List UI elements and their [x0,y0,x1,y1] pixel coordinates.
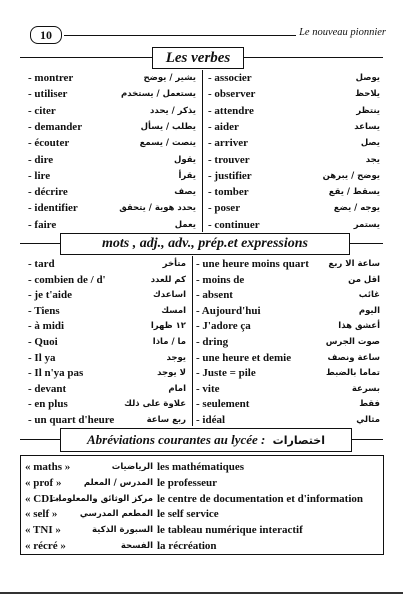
french-term: - aider [208,120,239,133]
arabic-translation: مركز الوثائق والمعلومات [49,493,153,504]
arabic-translation: يجد [365,154,380,165]
vocab-row [208,152,380,169]
vocab-row [208,86,380,103]
full-term: la récréation [157,540,217,552]
french-term: - un quart d'heure [28,414,115,426]
footer-rule [0,592,403,594]
french-term: - identifier [28,202,78,215]
arabic-translation: كم للعدد [150,274,186,285]
french-term: - moins de [196,273,245,286]
arabic-translation: يذكر / يحدد [150,105,196,116]
arabic-translation: تماما بالضبط [325,368,380,379]
abbreviation: « prof » [25,476,62,489]
vocab-row [196,303,380,320]
vocab-row [208,135,380,152]
arabic-translation: يستمر [353,219,380,230]
arabic-translation: متأخر [162,259,186,269]
vocab-row [28,256,186,273]
arabic-translation: الفسحة [120,541,153,551]
arabic-translation: يوجه / يضع [333,203,380,214]
vocab-row [28,135,196,152]
arabic-translation: امام [168,383,186,394]
french-term: - demander [28,120,83,133]
arabic-translation: فقط [359,399,380,410]
arabic-translation: ينصت / يسمع [139,138,196,149]
french-term: - arriver [208,137,248,150]
vocab-row [196,256,380,273]
french-term: - observer [208,88,256,101]
french-term: - une heure moins quart [196,258,309,270]
abbreviation: « maths » [25,461,71,473]
arabic-translation: اقل من [348,274,380,285]
french-term: - poser [208,202,241,215]
arabic-translation: ربع ساعة [146,415,186,425]
full-term: le professeur [157,476,217,489]
vocab-row [28,381,186,398]
arabic-translation: أعشق هذا [338,321,380,332]
arabic-translation: ساعة ونصف [327,352,380,363]
french-term: - à midi [28,320,65,333]
arabic-translation: لا يوجد [157,368,186,379]
vocab-row [28,350,186,367]
vocab-row [208,103,380,120]
vocab-row [28,272,186,289]
vocab-row [28,412,186,429]
book-title: Le nouveau pionnier [299,27,386,38]
arabic-translation: يعمل [174,219,196,230]
abbreviations-title [60,428,352,452]
french-term: - vite [196,382,220,395]
vocab-row [28,184,196,201]
french-term: - continuer [208,218,260,231]
abbreviation: « CDI » [25,492,62,505]
abbreviation-row [25,537,379,555]
vocab-row [28,86,196,103]
page-number: 10 [30,26,62,44]
vocab-row [208,168,380,185]
arabic-translation: اساعدك [153,290,186,301]
vocab-row [28,303,186,320]
abbreviation: « self » [25,508,58,521]
vocab-row [28,396,186,413]
french-term: - Aujourd'hui [196,304,261,317]
full-term: les mathématiques [157,461,245,473]
french-term: - associer [208,72,252,84]
arabic-translation: يلاحظ [355,89,380,100]
french-term: - seulement [196,398,250,411]
french-term: - idéal [196,414,226,426]
french-term: - utiliser [28,88,68,101]
vocab-row [196,412,380,429]
full-term: le centre de documentation et d'information [157,492,364,505]
expressions-title: mots , adj., adv., prép.et expressions [60,233,350,255]
french-term: - tard [28,258,55,270]
arabic-translation: يستعمل / يستخدم [121,89,196,100]
arabic-translation: يسقط / يقع [328,187,380,198]
french-term: - faire [28,218,57,231]
arabic-translation: الرياضيات [111,462,153,472]
arabic-translation: بسرعة [351,383,380,394]
abbreviations-box [20,455,384,555]
vocab-row [196,287,380,304]
arabic-translation: ساعة الا ربع [328,259,380,269]
arabic-translation: يصل [360,138,380,149]
french-term: - Tiens [28,304,60,317]
french-term: - trouver [208,153,250,166]
vocab-row [196,272,380,289]
abbreviations-title-fr: Abréviations courantes au lycée : [87,432,266,447]
vocab-row [28,365,186,382]
arabic-translation: يوضح / يبرهن [322,170,380,181]
arabic-translation: المطعم المدرسي [79,509,153,520]
vocab-row [28,168,196,185]
expressions-column-divider [192,256,193,426]
vocab-row [28,334,186,351]
french-term: - en plus [28,398,68,411]
french-term: - dire [28,153,54,166]
french-term: - je t'aide [28,289,72,302]
vocab-row [28,287,186,304]
vocab-row [28,119,196,136]
arabic-translation: ينتظر [356,105,380,116]
vocab-row [196,365,380,382]
french-term: - dring [196,336,229,348]
arabic-translation: ما / ماذا [152,337,186,347]
arabic-translation: يساعد [354,121,380,132]
arabic-translation: غائب [358,290,380,301]
vocab-row [196,334,380,351]
french-term: - décrire [28,186,68,199]
arabic-translation: مثالي [356,415,380,425]
vocab-row [28,103,196,120]
arabic-translation: يشير / يوضح [143,73,196,83]
french-term: - devant [28,382,67,395]
vocab-row [196,396,380,413]
vocab-row [28,70,196,87]
arabic-translation: المدرس / المعلم [83,477,153,488]
page-header [18,24,386,46]
abbreviation: « récré » [25,540,66,552]
french-term: - lire [28,169,51,182]
verbs-column-divider [202,70,203,232]
french-term: - combien de / d' [28,273,106,286]
vocab-row [208,200,380,217]
vocab-row [28,217,196,234]
french-term: - Juste = pile [196,367,256,380]
abbreviation: « TNI » [25,524,61,537]
vocab-row [208,119,380,136]
vocab-row [208,70,380,87]
vocab-row [28,152,196,169]
full-term: le self service [157,508,219,521]
arabic-translation: يقول [173,154,196,165]
french-term: - justifier [208,169,252,182]
vocab-row [196,318,380,335]
arabic-translation: ١٢ ظهرا [150,321,186,332]
verbs-title: Les verbes [152,47,244,69]
french-term: - Il n'ya pas [28,367,84,380]
abbreviations-title-ar: اختصارات [272,434,325,447]
arabic-translation: يقرأ [178,170,196,181]
arabic-translation: السبورة الذكية [91,525,153,536]
vocab-row [196,381,380,398]
arabic-translation: يوصل [355,73,380,83]
vocab-row [28,318,186,335]
french-term: - absent [196,289,233,302]
arabic-translation: اليوم [358,305,380,316]
arabic-translation: صوت الجرس [325,337,380,347]
full-term: le tableau numérique interactif [157,524,303,537]
arabic-translation: يصف [174,187,196,198]
french-term: - tomber [208,186,249,199]
french-term: - Il ya [28,351,56,364]
arabic-translation: يوجد [166,352,186,363]
french-term: - écouter [28,137,70,150]
french-term: - une heure et demie [196,351,292,364]
french-term: - attendre [208,104,254,117]
french-term: - J'adore ça [196,320,251,333]
arabic-translation: علاوة على ذلك [124,399,186,410]
arabic-translation: امسك [161,305,186,316]
french-term: - montrer [28,72,74,84]
arabic-translation: يطلب / يسأل [140,121,196,132]
vocab-row [196,350,380,367]
vocab-row [208,184,380,201]
header-rule [64,35,296,36]
french-term: - citer [28,104,56,117]
arabic-translation: يحدد هوية / يتحقق [119,203,196,214]
vocab-row [28,200,196,217]
vocab-row [208,217,380,234]
french-term: - Quoi [28,336,58,348]
